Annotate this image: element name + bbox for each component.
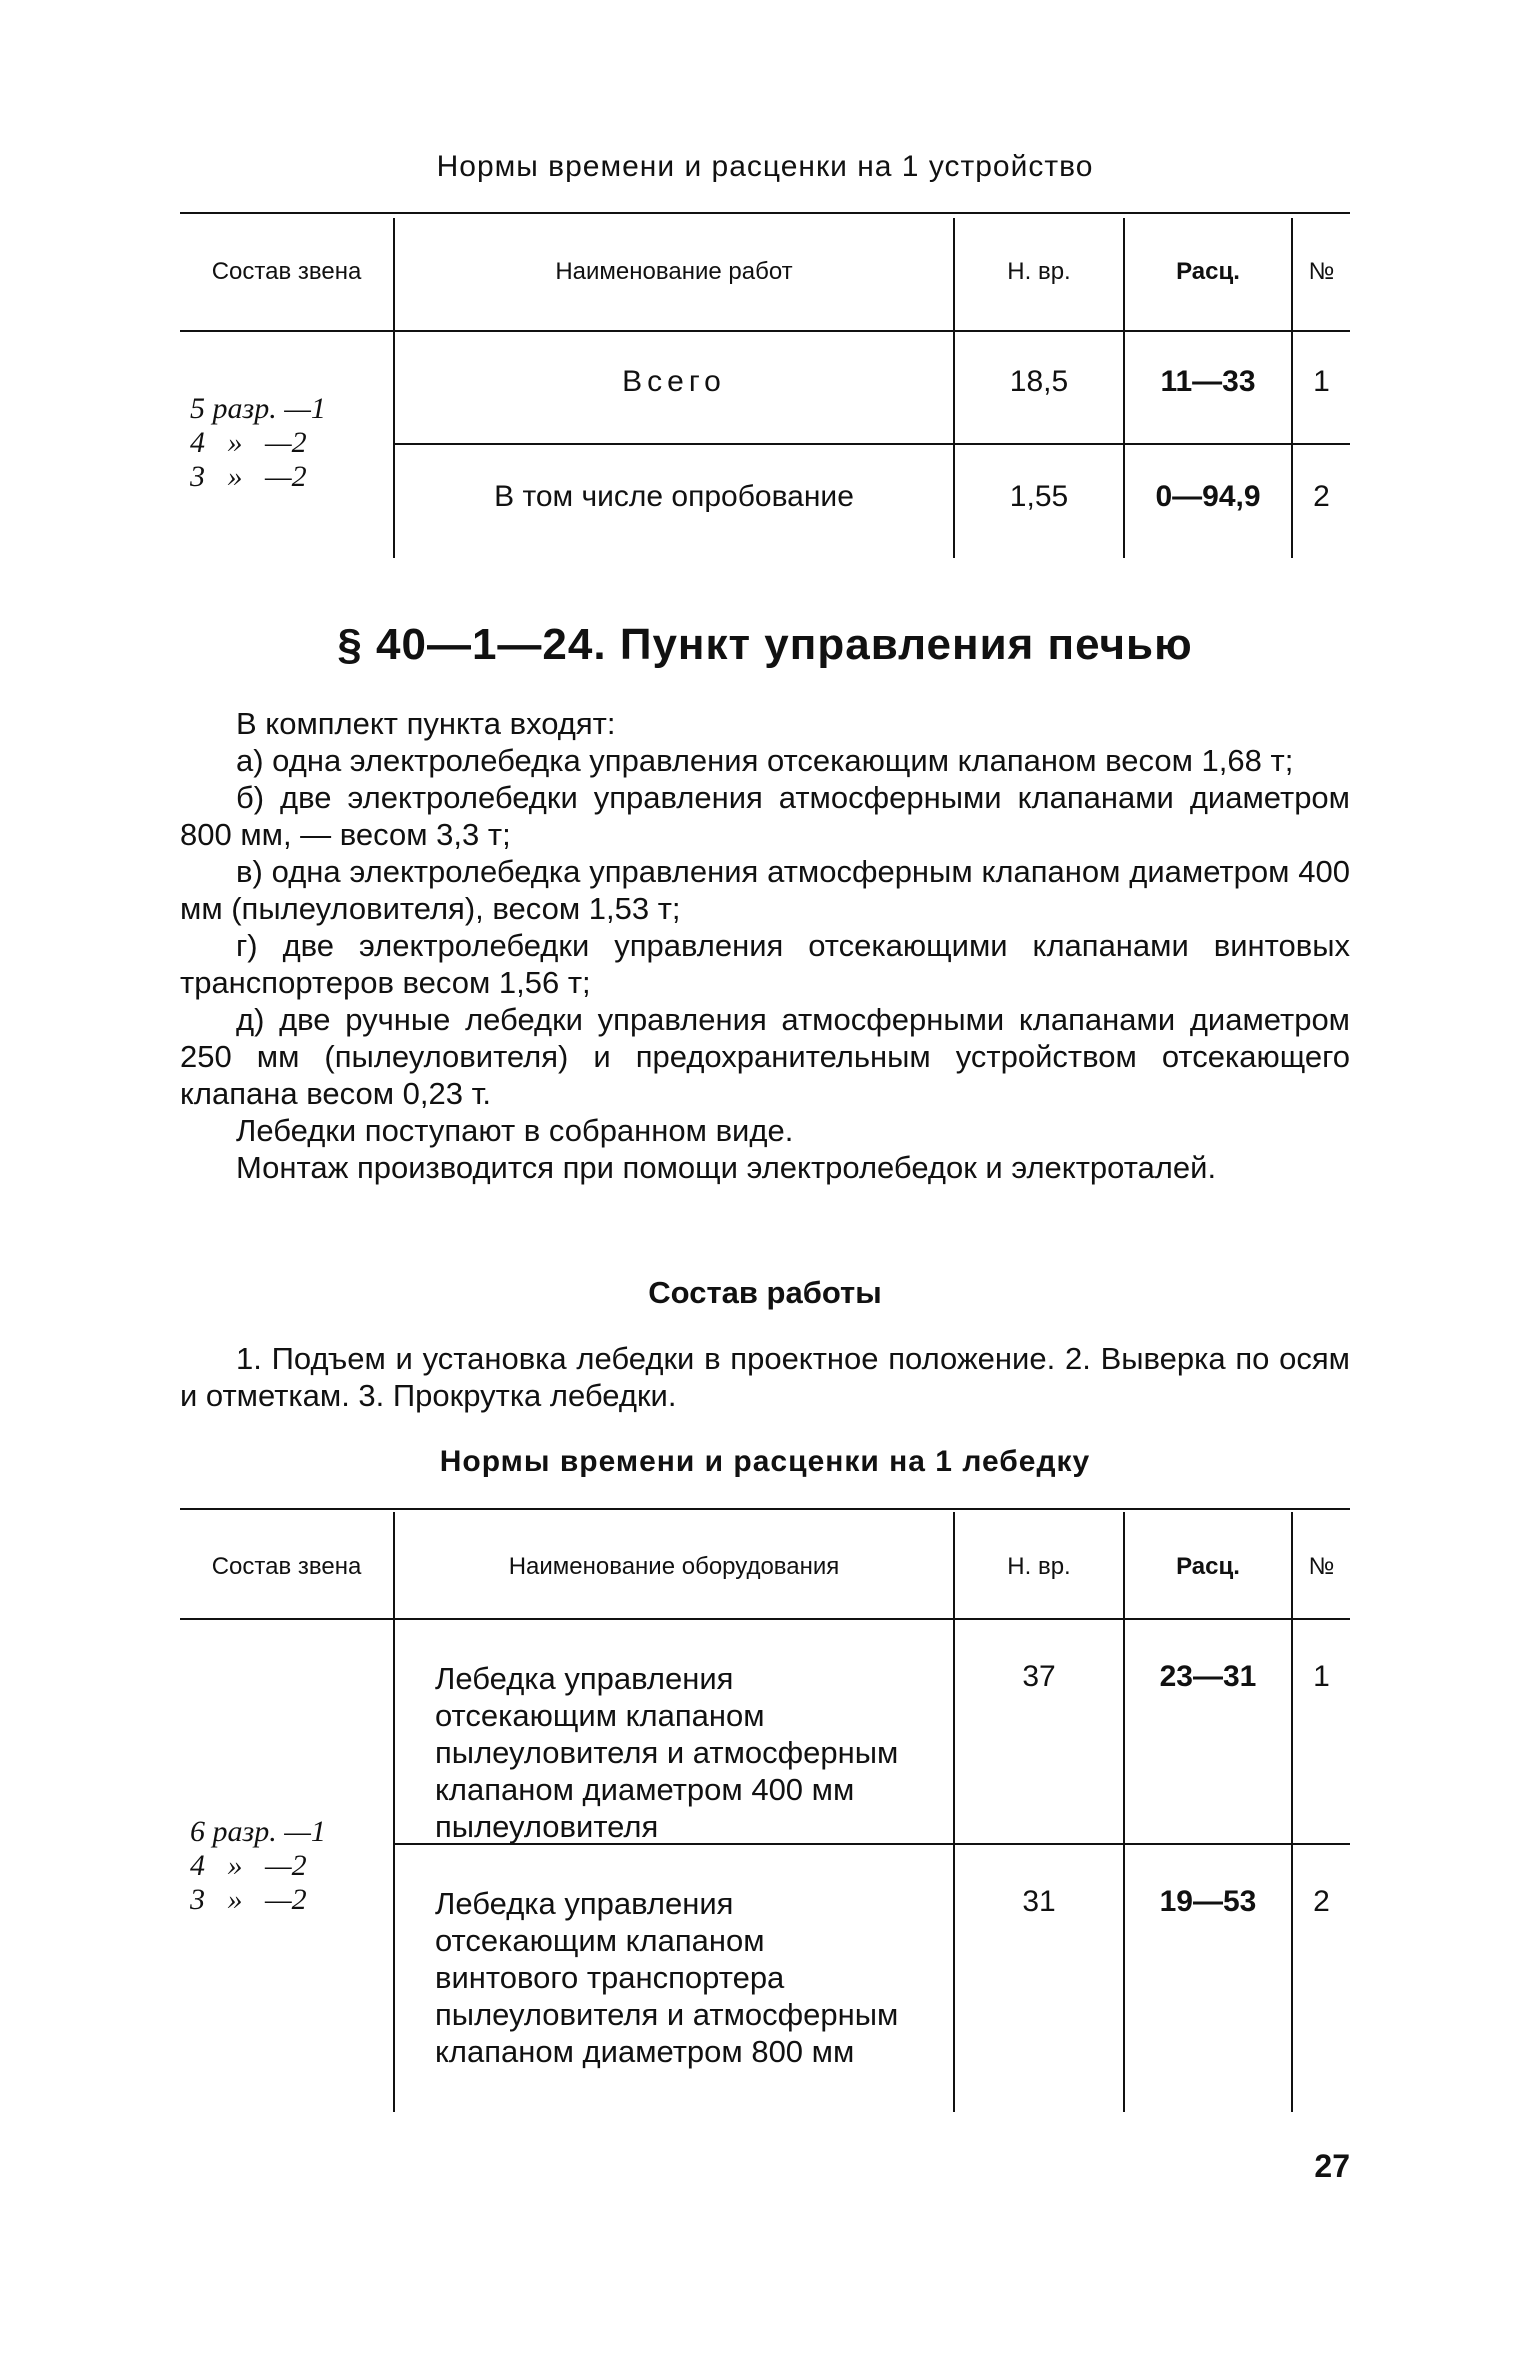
table1-header-crew: Состав звена xyxy=(211,258,362,285)
page-number: 27 xyxy=(1314,2148,1350,2184)
table1-caption: Нормы времени и расценки на 1 устройство xyxy=(436,150,1094,183)
table1-header-no: № xyxy=(1308,258,1335,285)
composition-text: 1. Подъем и установка лебедки в проектное положение. 2. Выверка по осям и отметкам. 3. Прокрутка лебедки. xyxy=(180,1341,1350,1413)
table2-header-rule xyxy=(180,1618,1350,1620)
table1-header-time: Н. вр. xyxy=(1007,258,1071,285)
table2-header-no: № xyxy=(1308,1553,1335,1580)
section-title: § 40—1—24. Пункт управления печью xyxy=(337,620,1193,669)
table2-row2-rate: 19—53 xyxy=(1159,1885,1257,1918)
composition-body xyxy=(180,1340,1350,1414)
table2-row2-work: Лебедка управления отсекающим клапаном винтового транспортера пылеуловителя и атмосферным клапаном диаметром 800 мм xyxy=(435,1886,899,2069)
table2-top-rule xyxy=(180,1508,1350,1510)
table1-row2-rate: 0—94,9 xyxy=(1155,480,1261,513)
list-item-d: д) две ручные лебедки управления атмосферными клапанами диаметром 250 мм (пылеуловителя) и предохранительным устройством отсекающего клапана весом 0,23 т. xyxy=(180,1002,1350,1111)
table1-row2-time: 1,55 xyxy=(1009,480,1069,513)
table1-row2-no: 2 xyxy=(1313,480,1330,513)
table1-row1-rate: 11—33 xyxy=(1160,365,1256,398)
table2-header-rate: Расц. xyxy=(1176,1553,1240,1580)
table1-top-rule xyxy=(180,212,1350,214)
table2-row1-rate: 23—31 xyxy=(1159,1660,1257,1693)
table1-crew: 5 разр. —1 4 » —2 3 » —2 xyxy=(190,392,326,493)
table2-caption: Нормы времени и расценки на 1 лебедку xyxy=(439,1445,1091,1478)
table2-header-crew: Состав звена xyxy=(211,1553,362,1580)
list-item-g: г) две электролебедки управления отсекающими клапанами винтовых транспортеров весом 1,56 т; xyxy=(180,928,1350,1000)
table1-header-rule xyxy=(180,330,1350,332)
page xyxy=(180,0,1350,2362)
table2-row1-time: 37 xyxy=(1022,1660,1056,1693)
list-item-b: б) две электролебедки управления атмосферными клапанами диаметром 800 мм, — весом 3,3 т; xyxy=(180,780,1350,852)
composition-title: Состав работы xyxy=(648,1275,882,1310)
table2-col4 xyxy=(1291,1512,1293,2112)
table1-header-work: Наименование работ xyxy=(555,258,793,285)
table2-col2 xyxy=(953,1512,955,2112)
table2-row1-work: Лебедка управления отсекающим клапаном пылеуловителя и атмосферным клапаном диаметром 400 мм пылеуловителя xyxy=(435,1661,899,1844)
section-body xyxy=(180,705,1350,1186)
table2-header-work: Наименование оборудования xyxy=(508,1553,840,1580)
table2-row2-no: 2 xyxy=(1313,1885,1330,1918)
table1-row2-work: В том числе опробование xyxy=(494,480,854,513)
table1-row1-time: 18,5 xyxy=(1009,365,1069,398)
table2-crew: 6 разр. —1 4 » —2 3 » —2 xyxy=(190,1815,326,1916)
table1-row-rule xyxy=(395,443,1350,445)
note-assembled: Лебедки поступают в собранном виде. xyxy=(236,1113,794,1148)
list-item-a: а) одна электролебедка управления отсекающим клапаном весом 1,68 т; xyxy=(236,743,1294,778)
section-intro: В комплект пункта входят: xyxy=(236,706,616,741)
table1-header-rate: Расц. xyxy=(1176,258,1240,285)
table2-row1-no: 1 xyxy=(1313,1660,1330,1693)
table2-header-time: Н. вр. xyxy=(1007,1553,1071,1580)
note-mounting: Монтаж производится при помощи электролебедок и электроталей. xyxy=(236,1150,1217,1185)
table1-row1-no: 1 xyxy=(1313,365,1330,398)
table2-col3 xyxy=(1123,1512,1125,2112)
table2-row2-time: 31 xyxy=(1022,1885,1056,1918)
list-item-v: в) одна электролебедка управления атмосферным клапаном диаметром 400 мм (пылеуловителя), весом 1,53 т; xyxy=(180,854,1350,926)
table2-col1 xyxy=(393,1512,395,2112)
table1-row1-work: Всего xyxy=(622,365,726,398)
